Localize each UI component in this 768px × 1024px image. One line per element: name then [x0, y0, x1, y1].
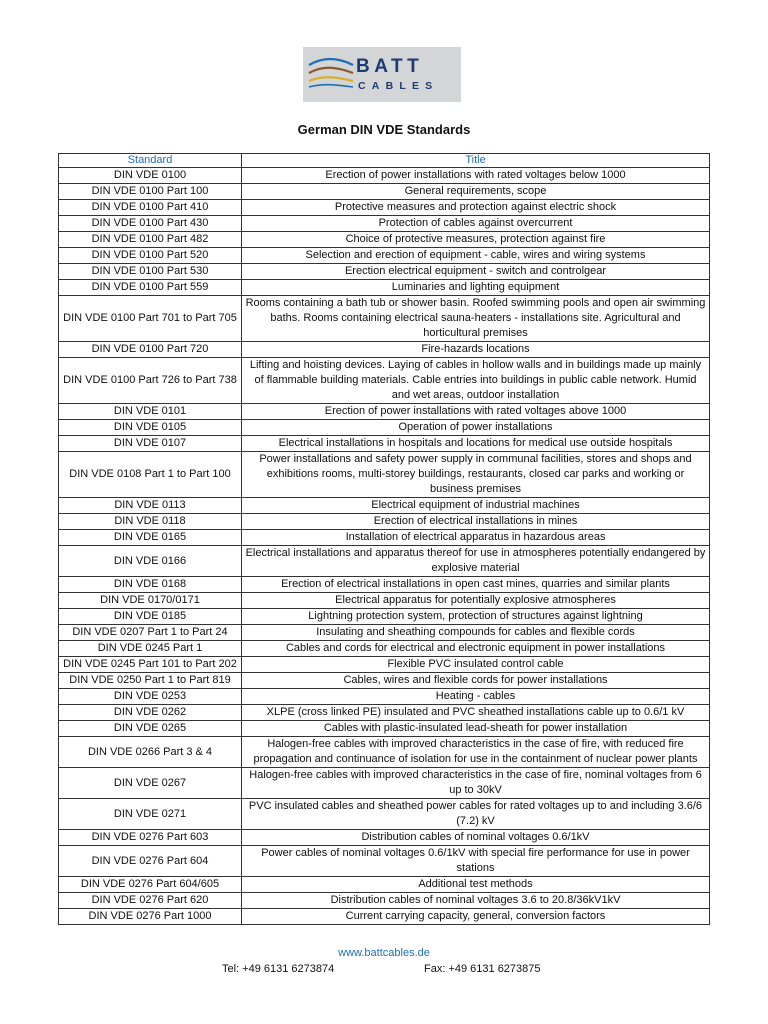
- title-cell: Power installations and safety power supply in communal facilities, stores and shops and exhibitions rooms, multi-storey buildings, restaurants, closed car parks and working or business premises: [242, 452, 710, 498]
- table-row: [59, 232, 710, 248]
- standard-cell: DIN VDE 0100 Part 720: [59, 342, 242, 358]
- table-row: [59, 420, 710, 436]
- table-row: [59, 452, 710, 498]
- standard-cell: DIN VDE 0100 Part 410: [59, 200, 242, 216]
- table-row: [59, 200, 710, 216]
- logo-sub-text: CABLES: [358, 80, 439, 92]
- standard-cell: DIN VDE 0100 Part 701 to Part 705: [59, 296, 242, 342]
- standard-cell: DIN VDE 0100 Part 482: [59, 232, 242, 248]
- title-cell: Halogen-free cables with improved characteristics in the case of fire, with reduced fire propagation and continuance of isolation for use in the containment of nuclear power plants: [242, 737, 710, 768]
- title-cell: Luminaries and lighting equipment: [242, 280, 710, 296]
- standard-cell: DIN VDE 0271: [59, 799, 242, 830]
- table-row: [59, 280, 710, 296]
- table-row: [59, 342, 710, 358]
- table-row: [59, 530, 710, 546]
- table-row: [59, 625, 710, 641]
- table-row: [59, 737, 710, 768]
- title-cell: Halogen-free cables with improved characteristics in the case of fire, nominal voltages from 6 up to 30kV: [242, 768, 710, 799]
- standard-cell: DIN VDE 0101: [59, 404, 242, 420]
- table-row: [59, 514, 710, 530]
- table-row: [59, 893, 710, 909]
- table-row: [59, 498, 710, 514]
- standard-cell: DIN VDE 0108 Part 1 to Part 100: [59, 452, 242, 498]
- document-title: German DIN VDE Standards: [297, 122, 471, 137]
- table-row: [59, 721, 710, 737]
- fax-number: Fax: +49 6131 6273875: [424, 963, 541, 975]
- title-cell: Erection electrical equipment - switch and controlgear: [242, 264, 710, 280]
- table-row: [59, 296, 710, 342]
- title-cell: Distribution cables of nominal voltages 0.6/1kV: [242, 830, 710, 846]
- standard-cell: DIN VDE 0100 Part 559: [59, 280, 242, 296]
- table-row: [59, 641, 710, 657]
- table-row: [59, 577, 710, 593]
- title-cell: Fire-hazards locations: [242, 342, 710, 358]
- standard-cell: DIN VDE 0113: [59, 498, 242, 514]
- table-row: [59, 248, 710, 264]
- table-row: [59, 877, 710, 893]
- standard-cell: DIN VDE 0100: [59, 168, 242, 184]
- table-row: [59, 909, 710, 925]
- table-row: [59, 184, 710, 200]
- standard-cell: DIN VDE 0245 Part 101 to Part 202: [59, 657, 242, 673]
- standard-cell: DIN VDE 0276 Part 604/605: [59, 877, 242, 893]
- standard-cell: DIN VDE 0253: [59, 689, 242, 705]
- logo-brand-text: BATT: [356, 56, 424, 77]
- standard-cell: DIN VDE 0265: [59, 721, 242, 737]
- standard-cell: DIN VDE 0276 Part 604: [59, 846, 242, 877]
- standard-cell: DIN VDE 0107: [59, 436, 242, 452]
- table-row: [59, 673, 710, 689]
- standard-cell: DIN VDE 0267: [59, 768, 242, 799]
- title-cell: Rooms containing a bath tub or shower basin. Roofed swimming pools and open air swimming baths. Rooms containing electrical sauna-heaters - installations site. Agricultural and horticultural premises: [242, 296, 710, 342]
- standards-table: [58, 153, 710, 925]
- table-row: [59, 689, 710, 705]
- standard-cell: DIN VDE 0118: [59, 514, 242, 530]
- title-cell: Protection of cables against overcurrent: [242, 216, 710, 232]
- standard-cell: DIN VDE 0276 Part 620: [59, 893, 242, 909]
- title-cell: Insulating and sheathing compounds for cables and flexible cords: [242, 625, 710, 641]
- title-cell: Power cables of nominal voltages 0.6/1kV with special fire performance for use in power stations: [242, 846, 710, 877]
- title-cell: Cables and cords for electrical and electronic equipment in power installations: [242, 641, 710, 657]
- title-cell: Protective measures and protection against electric shock: [242, 200, 710, 216]
- title-cell: Erection of power installations with rated voltages below 1000: [242, 168, 710, 184]
- table-row: [59, 436, 710, 452]
- standard-cell: DIN VDE 0100 Part 530: [59, 264, 242, 280]
- standard-cell: DIN VDE 0168: [59, 577, 242, 593]
- title-cell: Lifting and hoisting devices. Laying of cables in hollow walls and in buildings made up mainly of flammable building materials. Cable entries into buildings in public cable network. Humid and wet areas, outdoor installation: [242, 358, 710, 404]
- standard-cell: DIN VDE 0262: [59, 705, 242, 721]
- website-link[interactable]: www.battcables.de: [338, 947, 430, 959]
- standard-cell: DIN VDE 0276 Part 603: [59, 830, 242, 846]
- standard-cell: DIN VDE 0185: [59, 609, 242, 625]
- standard-cell: DIN VDE 0276 Part 1000: [59, 909, 242, 925]
- standard-cell: DIN VDE 0266 Part 3 & 4: [59, 737, 242, 768]
- table-header-row: [59, 154, 710, 168]
- title-cell: Distribution cables of nominal voltages 3.6 to 20.8/36kV1kV: [242, 893, 710, 909]
- title-cell: Erection of electrical installations in open cast mines, quarries and similar plants: [242, 577, 710, 593]
- title-cell: Current carrying capacity, general, conversion factors: [242, 909, 710, 925]
- table-row: [59, 846, 710, 877]
- standard-cell: DIN VDE 0207 Part 1 to Part 24: [59, 625, 242, 641]
- title-cell: Heating - cables: [242, 689, 710, 705]
- title-cell: Additional test methods: [242, 877, 710, 893]
- standard-cell: DIN VDE 0165: [59, 530, 242, 546]
- batt-cables-logo: [303, 47, 461, 102]
- table-row: [59, 546, 710, 577]
- standard-cell: DIN VDE 0100 Part 520: [59, 248, 242, 264]
- standard-cell: DIN VDE 0100 Part 726 to Part 738: [59, 358, 242, 404]
- telephone-number: Tel: +49 6131 6273874: [222, 963, 335, 975]
- table-row: [59, 593, 710, 609]
- title-cell: Electrical equipment of industrial machines: [242, 498, 710, 514]
- table-row: [59, 264, 710, 280]
- table-row: [59, 216, 710, 232]
- table-row: [59, 830, 710, 846]
- title-cell: Flexible PVC insulated control cable: [242, 657, 710, 673]
- column-header-title: Title: [242, 154, 710, 168]
- title-cell: Electrical installations and apparatus thereof for use in atmospheres potentially endangered by explosive material: [242, 546, 710, 577]
- title-cell: General requirements, scope: [242, 184, 710, 200]
- standard-cell: DIN VDE 0100 Part 100: [59, 184, 242, 200]
- title-cell: XLPE (cross linked PE) insulated and PVC sheathed installations cable up to 0.6/1 kV: [242, 705, 710, 721]
- table-row: [59, 168, 710, 184]
- title-cell: Erection of electrical installations in mines: [242, 514, 710, 530]
- table-row: [59, 799, 710, 830]
- title-cell: Erection of power installations with rated voltages above 1000: [242, 404, 710, 420]
- table-row: [59, 657, 710, 673]
- column-header-standard: Standard: [59, 154, 242, 168]
- title-cell: PVC insulated cables and sheathed power cables for rated voltages up to and including 3.6/6 (7.2) kV: [242, 799, 710, 830]
- standard-cell: DIN VDE 0105: [59, 420, 242, 436]
- title-cell: Operation of power installations: [242, 420, 710, 436]
- title-cell: Cables, wires and flexible cords for power installations: [242, 673, 710, 689]
- table-row: [59, 358, 710, 404]
- standard-cell: DIN VDE 0250 Part 1 to Part 819: [59, 673, 242, 689]
- table-row: [59, 404, 710, 420]
- title-cell: Installation of electrical apparatus in hazardous areas: [242, 530, 710, 546]
- standard-cell: DIN VDE 0100 Part 430: [59, 216, 242, 232]
- standard-cell: DIN VDE 0170/0171: [59, 593, 242, 609]
- table-row: [59, 768, 710, 799]
- standard-cell: DIN VDE 0245 Part 1: [59, 641, 242, 657]
- table-row: [59, 609, 710, 625]
- title-cell: Lightning protection system, protection of structures against lightning: [242, 609, 710, 625]
- title-cell: Cables with plastic-insulated lead-sheath for power installation: [242, 721, 710, 737]
- standard-cell: DIN VDE 0166: [59, 546, 242, 577]
- title-cell: Selection and erection of equipment - cable, wires and wiring systems: [242, 248, 710, 264]
- title-cell: Electrical installations in hospitals and locations for medical use outside hospitals: [242, 436, 710, 452]
- table-row: [59, 705, 710, 721]
- title-cell: Choice of protective measures, protection against fire: [242, 232, 710, 248]
- title-cell: Electrical apparatus for potentially explosive atmospheres: [242, 593, 710, 609]
